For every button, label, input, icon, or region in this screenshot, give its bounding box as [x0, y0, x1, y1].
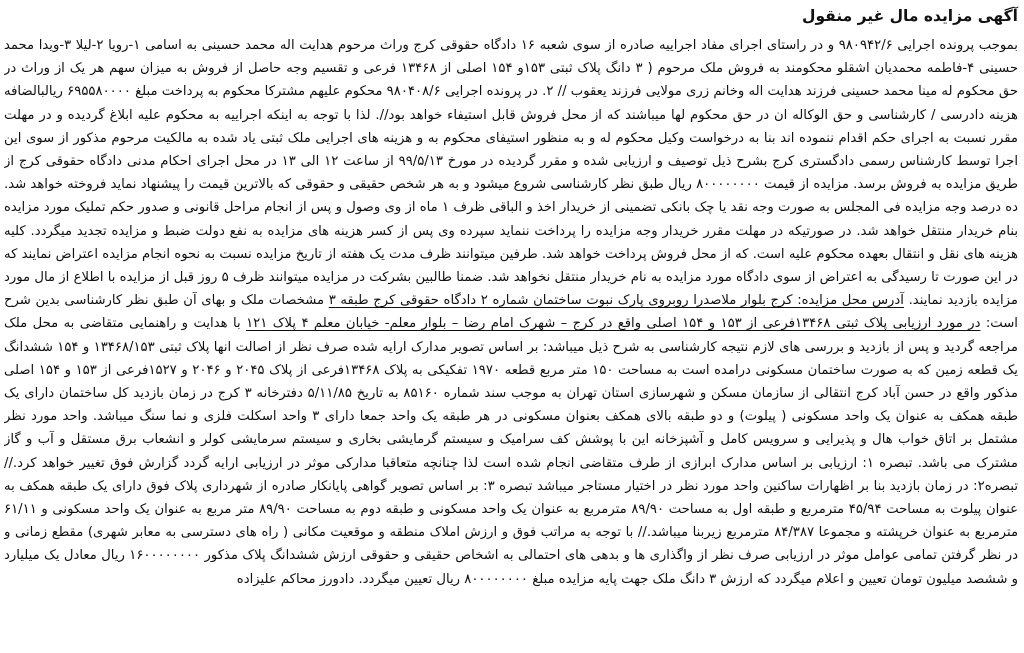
- notice-title: آگهی مزایده مال غیر منقول: [802, 7, 1018, 25]
- property-location: در مورد ارزیابی پلاک ثبتی ۱۳۴۶۸فرعی از ۱۵۳ و ۱۵۴ اصلی واقع در کرج – شهرک امام رضا – بلوار معلم- خیابان معلم ۴ پلاک ۱۲۱: [246, 316, 981, 332]
- auction-notice: [4, 6, 1020, 650]
- notice-paragraph-intro: بموجب پرونده اجرایی ۹۸۰۹۴۲/۶ و در راستای اجرای مفاد اجراییه صادره از سوی شعبه ۱۶ دادگاه حقوقی کرج وراث مرحوم هدایت اله محمد حسینی به اسامی ۱-رویا ۲-لیلا ۳-ویدا محمد حسینی ۴-فاطمه محمدیان اشقلو محکومند به فروش ملک مرحوم ( ۳ دانگ پلاک ثبتی ۱۵۳و ۱۵۴ اصلی از ۱۳۴۶۸ فرعی و تقسیم وجه حاصل از فروش به میزان سهم هر یک از وراث در حق محکوم له مینا محمد حسینی فرزند هدایت اله وخانم زری مولایی فرزند یعقوب // ۲. در پرونده اجرایی ۹۸۰۴۰۸/۶ محکوم علیهم مشترکا محکوم به پرداخت مبلغ ۶۹۵۵۸۰۰۰۰ ریالبالضافه هزینه دادرسی / کارشناسی و حق الوکاله ان در حق محکوم لها میباشند که از محل فروش قابل استیفاء خواهد بود//. لذا با توجه به اینکه اجراییه به محکوم علیه ابلاغ گردیده و در مهلت مقرر نسبت به اجرای حکم اقدام ننموده اند بنا به درخواست وکیل محکوم له و به منظور استیفای محکوم به و هزینه های اجرایی ملک ثبتی یاد شده به مالکیت مرحوم مذکور از سوی این اجرا توسط کارشناس رسمی دادگستری کرج بشرح ذیل توصیف و ارزیابی شده و مقرر گردیده در مورخ ۹۹/۵/۱۳ از ساعت ۱۲ الی ۱۳ در محل اجرای احکام مدنی دادگاه حقوقی کرج از طریق مزایده به فروش برسد. مزایده از قیمت ۸۰۰۰۰۰۰۰۰ ریال طبق نظر کارشناسی شروع میشود و به هر شخص حقیقی و حقوقی که بالاترین قیمت را پیشنهاد نماید فروخته خواهد شد. ده درصد وجه مزایده فی المجلس به صورت وجه نقد یا چک بانکی تضمینی از خریدار اخذ و الباقی ظرف ۱ ماه از وی وصول و پس از انجام مراحل قانونی و صدور حکم تملیک مورد مزایده بنام خریدار منتقل خواهد شد. در صورتیکه در مهلت مقرر خریدار وجه مزایده را پرداخت ننماید سپرده وی پس از کسر هزینه های مزایده به نفع دولت ضبط و مزایده تجدید میگردد. کلیه هزینه های نقل و انتقال بعهده محکوم علیه است. که از محل فروش پرداخت خواهد شد. طرفین میتوانند ظرف مدت یک هفته از تاریخ مزایده نسبت به نحوه انجام مزایده اعتراض نمایند که در این صورت تا رسیدگی به اعتراض از سوی دادگاه مورد مزایده به نام خریدار منتقل نخواهد شد. ضمنا طالبین بشرکت در مزایده میتوانند ظرف ۵ روز قبل از مزایده با اطلاع از مال مورد مزایده بازدید نمایند.: [4, 38, 1018, 309]
- auction-address: آدرس محل مزایده: کرج بلوار ملاصدرا روبروی پارک نبوت ساختمان شماره ۲ دادگاه حقوقی کرج طبقه ۳: [328, 293, 904, 309]
- notice-paragraph-appraisal: با هدایت و راهنمایی متقاضی به محل ملک مراجعه گردید و پس از بازدید و بررسی های لازم نتیجه کارشناسی به شرح ذیل میباشد: بر اساس تصویر مدارک ارایه شده صرف نظر از اصالت انها پلاک ثبتی ۱۳۴۶۸/۱۵۳ و ۱۵۴ ششدانگ یک قطعه زمین که به صورت ساختمان مسکونی درامده است به مساحت ۱۵۰ متر مربع قطعه ۱۹۷۰ تفکیکی به پلاک ۱۳۴۶۸فرعی از پلاک ۲۰۴۵ و ۲۰۴۶ و ۱۵۲۷فرعی از ۱۵۳ و ۱۵۴ اصلی مذکور واقع در حسن آباد کرج انتقالی از سازمان مسکن و شهرسازی استان تهران به موجب سند شماره ۸۵۱۶۰ به تاریخ ۵/۱۱/۸۵ دفترخانه ۳ کرج در زمان بازدید کل ساختمان دارای یک طبقه همکف به عنوان یک واحد مسکونی ( پیلوت) و دو طبقه بالای همکف بعنوان مسکونی در هر طبقه یک واحد جمعا دارای ۳ واحد اسکلت فلزی و نما سنگ میباشد. واحد مورد نظر مشتمل بر اتاق خواب هال و پذیرایی و سرویس کامل و آشپزخانه این با پوشش کف سرامیک و سیستم گرمایشی بخاری و سیستم سرمایشی کولر و انشعاب برق مستقل و آب و گاز مشترک می باشد. تبصره ۱: ارزیابی بر اساس مدارک ابرازی از طرف متقاضی انجام شده است لذا چنانچه متعاقبا مدارکی موثر در ارزیابی ارایه گردد گزارش فوق تغییر خواهد کرد.// تبصره۲: در زمان بازدید بنا بر اظهارات ساکنین واحد مورد نظر در اختیار مستاجر میباشد تبصره ۳: بر اساس تصویر گواهی پایانکار صادره از شهرداری پلاک فوق دارای یک طبقه همکف به عنوان پیلوت به مساحت ۴۵/۹۴ مترمربع و طبقه اول به مساحت ۸۹/۹۰ مترمربع به عنوان یک واحد مسکونی و طبقه دوم به مساحت ۸۹/۹۰ متر مربع به عنوان یک واحد مسکونی و ۶۱/۱۱ مترمربع به عنوان خرپشته و مجموعا ۸۴/۳۸۷ مترمربع زیربنا میباشد.// با توجه به مراتب فوق و ارزش املاک منطقه و موقعیت مکانی ( راه های دسترسی به معابر شهری) مقطع زمانی و در نظر گرفتن تمامی عوامل موثر در ارزیابی صرف نظر از واگذاری ها و بدهی های احتمالی به اشخاص حقیقی و حقوقی ارزش ششدانگ پلاک مذکور ۱۶۰۰۰۰۰۰۰۰ ریال معادل یک میلیارد و ششصد میلیون تومان تعیین و اعلام میگردد که ارزش ۳ دانگ ملک جهت پایه مزایده مبلغ ۸۰۰۰۰۰۰۰۰ ریال تعیین میگردد. دادورز محاکم علیزاده: [4, 316, 1019, 587]
- property-specs-intro: مشخصات ملک و بهای آن طبق نظر کارشناسی بدین شرح است:: [4, 293, 1018, 332]
- notice-body: [4, 34, 1020, 591]
